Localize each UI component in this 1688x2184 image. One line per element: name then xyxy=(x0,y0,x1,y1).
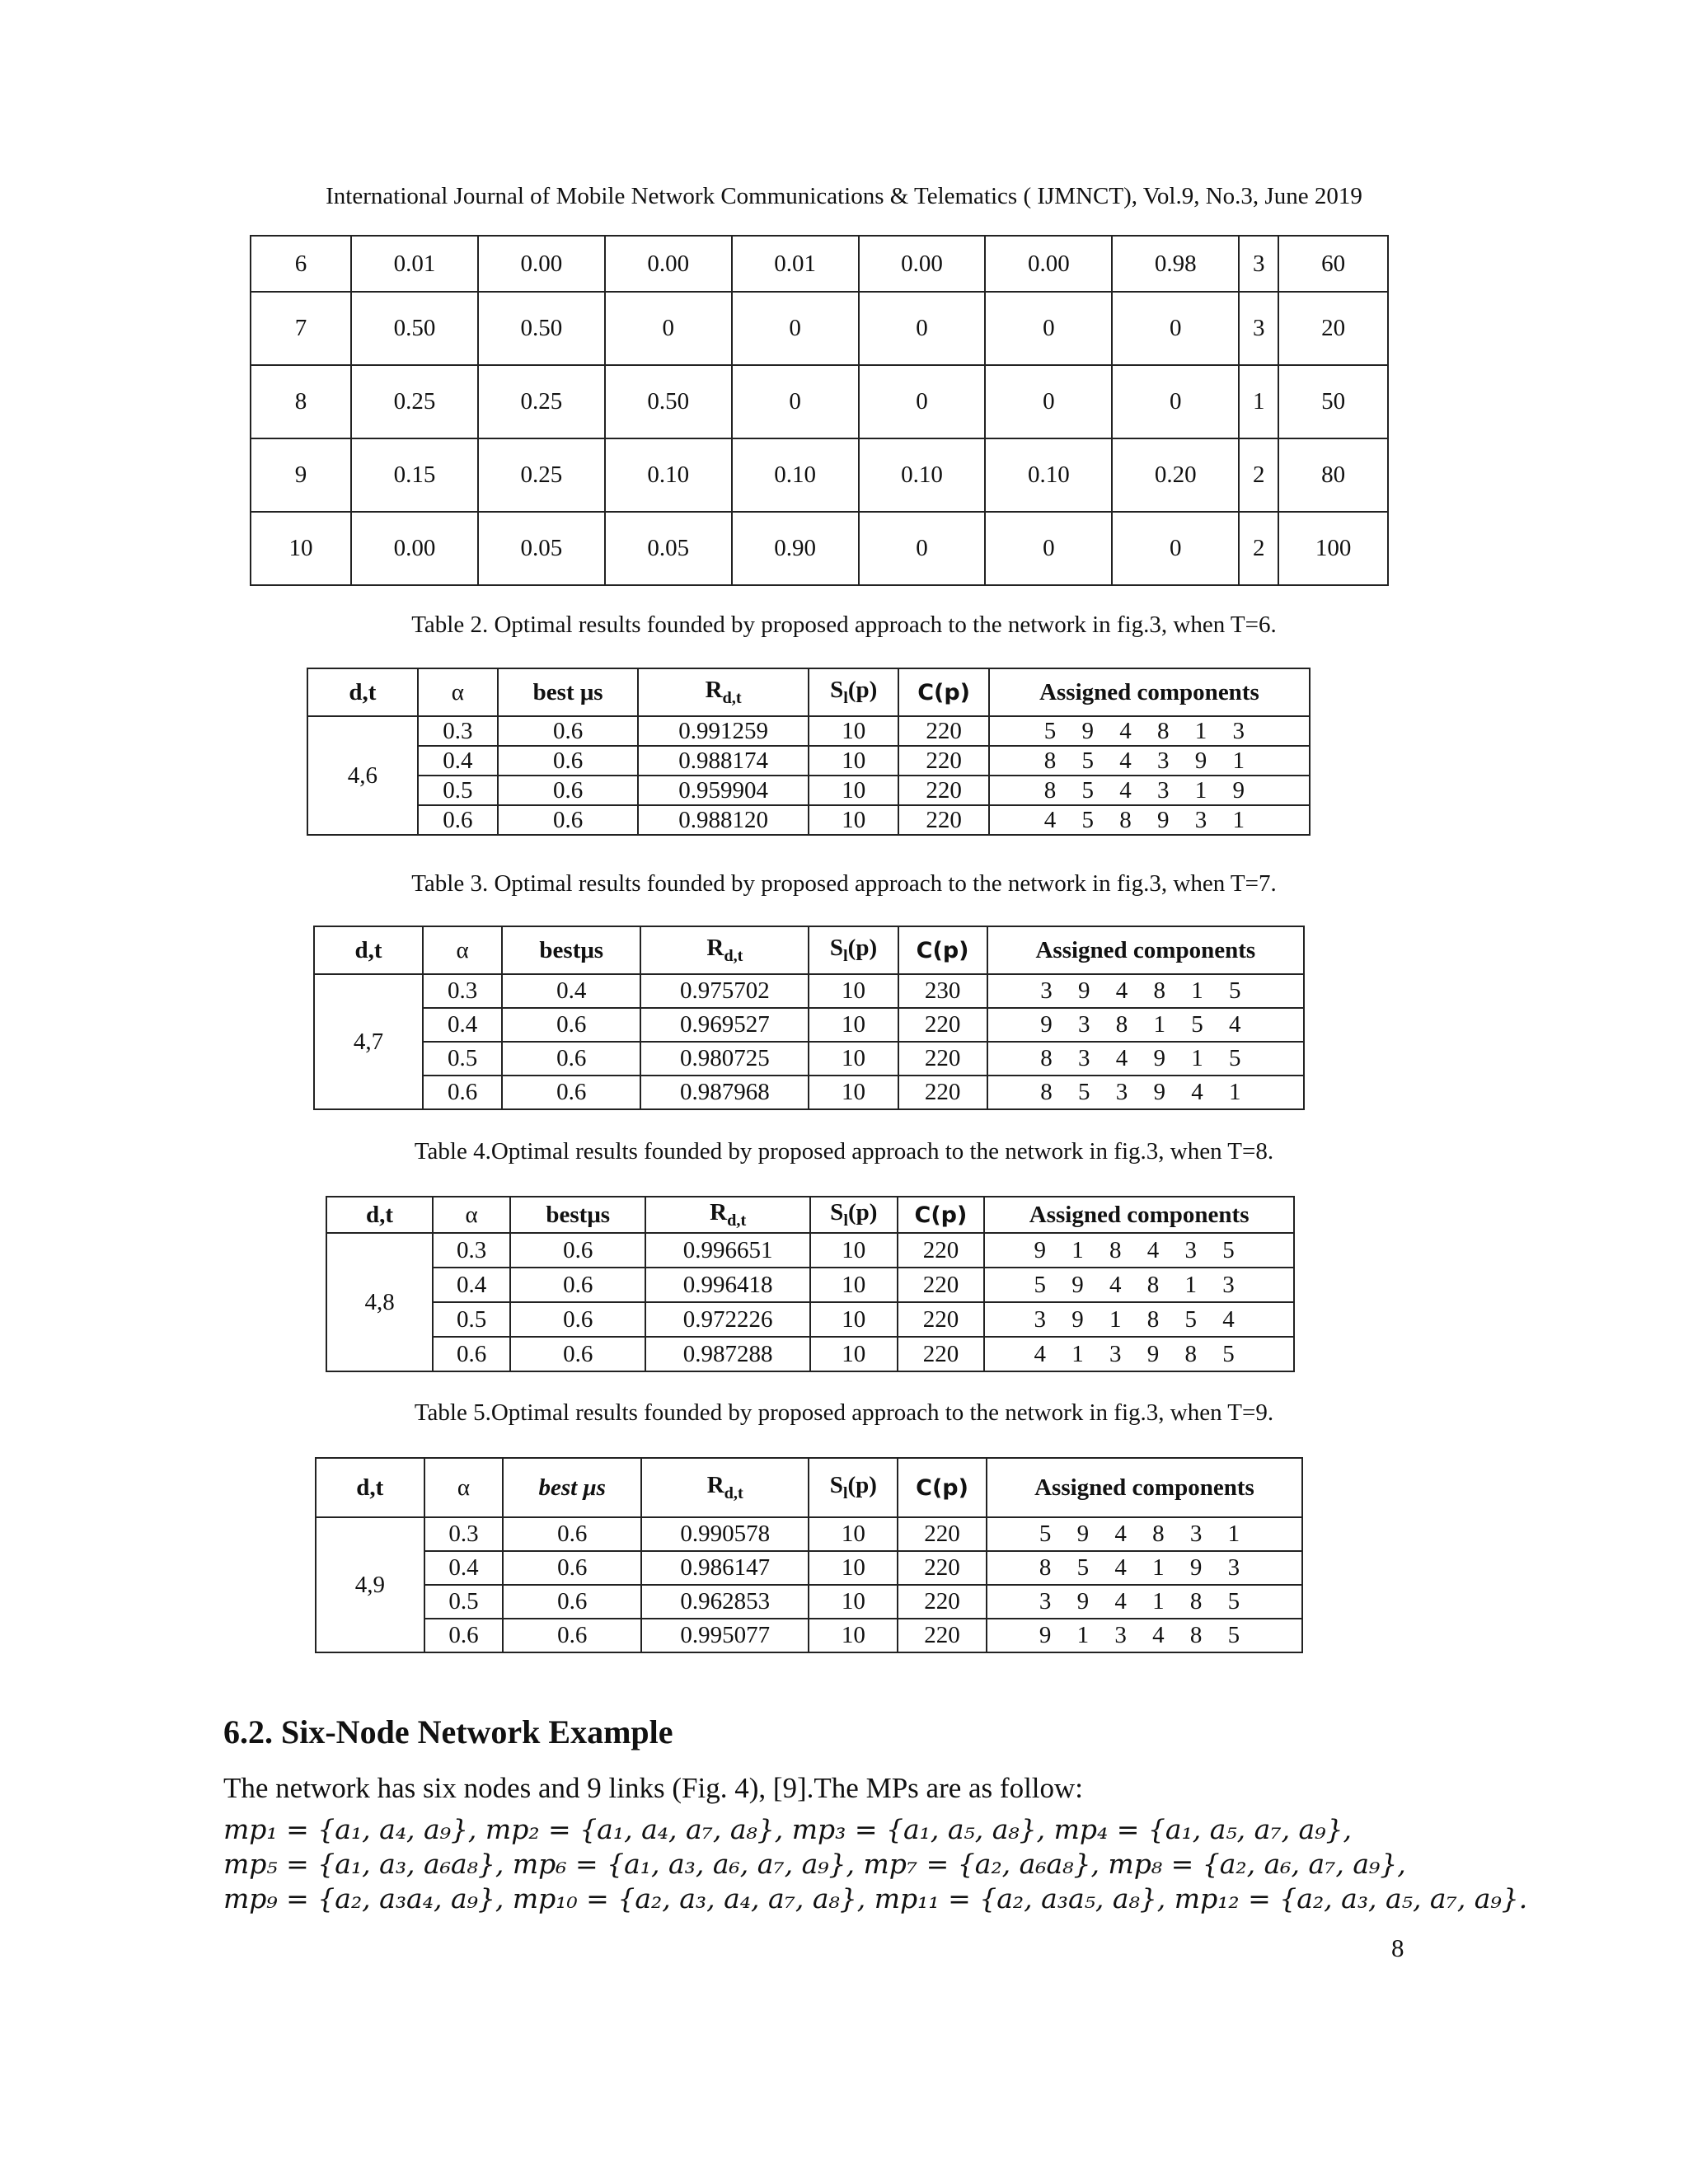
table-2 xyxy=(307,668,1311,836)
table-cell: 220 xyxy=(898,805,988,835)
table-cell: 10 xyxy=(809,1517,898,1551)
table-cell: 0.980725 xyxy=(640,1042,809,1076)
table-row xyxy=(251,236,1388,292)
table-5-caption: Table 5.Optimal results founded by proposed approach to the network in fig.3, when T=9. xyxy=(414,1399,1274,1426)
table-cell: 0.50 xyxy=(478,292,605,365)
header-alpha: α xyxy=(423,926,502,974)
header-s: $S_l(p)$ xyxy=(809,926,898,974)
math-line-2: mp₅ = {a₁, a₃, a₆a₈}, mp₆ = {a₁, a₃, a₆, a₇, a₉}, mp₇ = {a₂, a₆a₈}, mp₈ = {a₂, a₆, a₇, a₉}, xyxy=(223,1848,1406,1880)
table-cell: 0.986147 xyxy=(641,1551,809,1585)
table-cell: 220 xyxy=(898,1302,985,1337)
table-cell: 220 xyxy=(898,1268,985,1302)
table-cell: 3 xyxy=(1239,236,1278,292)
table-cell: 220 xyxy=(898,1337,985,1371)
table-cell: 0.05 xyxy=(605,512,732,585)
table-cell: 0.987288 xyxy=(645,1337,810,1371)
table-cell: 0.991259 xyxy=(638,716,809,746)
table-cell: 0 xyxy=(732,292,859,365)
table-cell: 0.50 xyxy=(605,365,732,438)
header-reliability: $R_{d,t}$ xyxy=(645,1197,810,1233)
math-line-3: mp₉ = {a₂, a₃a₄, a₉}, mp₁₀ = {a₂, a₃, a₄, a₇, a₈}, mp₁₁ = {a₂, a₃a₅, a₈}, mp₁₂ = {a₂, a₃, a₅, a₇, a₉}. xyxy=(223,1882,1528,1915)
table-cell: 10 xyxy=(809,1551,898,1585)
table-row xyxy=(316,1585,1302,1619)
section-intro: The network has six nodes and 9 links (Fig. 4), [9].The MPs are as follow: xyxy=(223,1772,1084,1804)
dt-cell: 4,9 xyxy=(316,1517,424,1652)
table-cell: 0.00 xyxy=(478,236,605,292)
table-header-row xyxy=(316,1458,1302,1517)
table-cell: 0.25 xyxy=(478,438,605,512)
table-cell: 6 xyxy=(251,236,351,292)
table-cell: 0.959904 xyxy=(638,776,809,805)
table-cell: 0.6 xyxy=(503,1619,641,1652)
table-cell: 0.6 xyxy=(498,746,638,776)
table-4-caption: Table 4.Optimal results founded by proposed approach to the network in fig.3, when T=8. xyxy=(414,1138,1274,1165)
table-row xyxy=(307,805,1310,835)
header-best-mu: bestμs xyxy=(510,1197,645,1233)
table-cell: 0.10 xyxy=(605,438,732,512)
table-cell: 0.6 xyxy=(424,1619,504,1652)
table-cell: 0 xyxy=(1112,512,1239,585)
table-cell: 10 xyxy=(809,1619,898,1652)
table-cell: 4 5 8 9 3 1 xyxy=(989,805,1310,835)
table-cell: 0.5 xyxy=(418,776,498,805)
table-cell: 0.4 xyxy=(423,1008,502,1042)
table-cell: 8 3 4 9 1 5 xyxy=(987,1042,1304,1076)
table-cell: 0.3 xyxy=(424,1517,504,1551)
table-cell: 0.50 xyxy=(351,292,478,365)
table-row xyxy=(316,1517,1302,1551)
table-cell: 0.6 xyxy=(502,1076,640,1109)
header-s: $S_l(p)$ xyxy=(809,668,898,716)
table-cell: 100 xyxy=(1278,512,1388,585)
table-cell: 220 xyxy=(898,776,988,805)
table-cell: 0.975702 xyxy=(640,974,809,1008)
table-row xyxy=(314,1042,1304,1076)
table-cell: 10 xyxy=(809,974,898,1008)
table-row xyxy=(314,974,1304,1008)
table-header-row xyxy=(314,926,1304,974)
table-cell: 10 xyxy=(809,1585,898,1619)
journal-header: International Journal of Mobile Network Communications & Telematics ( IJMNCT), Vol.9, No.3, June 2019 xyxy=(326,183,1362,209)
table-cell: 220 xyxy=(898,1008,987,1042)
table-cell: 50 xyxy=(1278,365,1388,438)
table-cell: 9 xyxy=(251,438,351,512)
table-cell: 0 xyxy=(605,292,732,365)
table-cell: 7 xyxy=(251,292,351,365)
header-assigned: Assigned components xyxy=(987,926,1304,974)
header-alpha: α xyxy=(418,668,498,716)
table-cell: 0.6 xyxy=(510,1268,645,1302)
table-cell: 5 9 4 8 1 3 xyxy=(989,716,1310,746)
table-cell: 0.988174 xyxy=(638,746,809,776)
table-cell: 9 1 3 4 8 5 xyxy=(987,1619,1302,1652)
table-cell: 0.995077 xyxy=(641,1619,809,1652)
header-reliability: $R_{d,t}$ xyxy=(641,1458,809,1517)
table-row xyxy=(316,1619,1302,1652)
table-cell: 0.3 xyxy=(423,974,502,1008)
dt-cell: 4,6 xyxy=(307,716,418,835)
table-cell: 20 xyxy=(1278,292,1388,365)
table-cell: 9 1 8 4 3 5 xyxy=(984,1233,1294,1268)
table-cell: 0.996651 xyxy=(645,1233,810,1268)
table-cell: 10 xyxy=(809,746,898,776)
table-cell: 10 xyxy=(810,1302,898,1337)
table-cell: 0 xyxy=(985,512,1112,585)
header-cost: C(p) xyxy=(898,1458,987,1517)
table-cell: 4 1 3 9 8 5 xyxy=(984,1337,1294,1371)
table-cell: 10 xyxy=(810,1337,898,1371)
header-assigned: Assigned components xyxy=(987,1458,1302,1517)
table-cell: 0.00 xyxy=(859,236,986,292)
table-cell: 0.01 xyxy=(732,236,859,292)
section-heading: 6.2. Six-Node Network Example xyxy=(223,1713,673,1750)
table-cell: 0.6 xyxy=(423,1076,502,1109)
table-cell: 0.6 xyxy=(502,1042,640,1076)
table-row xyxy=(251,365,1388,438)
table-cell: 8 xyxy=(251,365,351,438)
table-cell: 0.6 xyxy=(498,805,638,835)
table-cell: 0 xyxy=(732,365,859,438)
table-cell: 3 xyxy=(1239,292,1278,365)
header-alpha: α xyxy=(424,1458,504,1517)
table-cell: 0.996418 xyxy=(645,1268,810,1302)
table-cell: 220 xyxy=(898,1551,987,1585)
table-cell: 0.20 xyxy=(1112,438,1239,512)
table-cell: 0.987968 xyxy=(640,1076,809,1109)
table-row xyxy=(307,776,1310,805)
table-row xyxy=(251,438,1388,512)
header-cost: C(p) xyxy=(898,926,987,974)
header-assigned: Assigned components xyxy=(989,668,1310,716)
dt-cell: 4,7 xyxy=(314,974,423,1109)
dt-cell: 4,8 xyxy=(326,1233,433,1371)
math-line-1: mp₁ = {a₁, a₄, a₉}, mp₂ = {a₁, a₄, a₇, a₈}, mp₃ = {a₁, a₅, a₈}, mp₄ = {a₁, a₅, a₇, a₉}, xyxy=(223,1813,1352,1845)
table-cell: 230 xyxy=(898,974,987,1008)
table-cell: 0.25 xyxy=(478,365,605,438)
header-dt: d,t xyxy=(316,1458,424,1517)
header-dt: d,t xyxy=(326,1197,433,1233)
table-cell: 220 xyxy=(898,1517,987,1551)
table-row xyxy=(326,1302,1294,1337)
header-assigned: Assigned components xyxy=(984,1197,1294,1233)
table-cell: 10 xyxy=(251,512,351,585)
table-row xyxy=(326,1337,1294,1371)
table-cell: 220 xyxy=(898,1585,987,1619)
table-cell: 10 xyxy=(809,1042,898,1076)
table-cell: 0.25 xyxy=(351,365,478,438)
table-cell: 1 xyxy=(1239,365,1278,438)
table-cell: 0.00 xyxy=(351,512,478,585)
table-cell: 0 xyxy=(985,292,1112,365)
table-cell: 0.6 xyxy=(510,1337,645,1371)
table-cell: 2 xyxy=(1239,512,1278,585)
table-cell: 10 xyxy=(809,1076,898,1109)
table-cell: 0.6 xyxy=(503,1517,641,1551)
table-cell: 0.10 xyxy=(859,438,986,512)
table-row xyxy=(251,512,1388,585)
table-cell: 0 xyxy=(859,365,986,438)
table-cell: 0 xyxy=(859,292,986,365)
table-cell: 0.5 xyxy=(433,1302,510,1337)
header-dt: d,t xyxy=(314,926,423,974)
table-cell: 10 xyxy=(810,1233,898,1268)
table-cell: 0.01 xyxy=(351,236,478,292)
table-cell: 0.6 xyxy=(510,1302,645,1337)
table-cell: 0 xyxy=(1112,365,1239,438)
table-cell: 8 5 4 1 9 3 xyxy=(987,1551,1302,1585)
table-header-row xyxy=(326,1197,1294,1233)
header-reliability: $R_{d,t}$ xyxy=(640,926,809,974)
table-cell: 0.05 xyxy=(478,512,605,585)
header-best-mu: best μs xyxy=(498,668,638,716)
table-cell: 220 xyxy=(898,1619,987,1652)
table-header-row xyxy=(307,668,1310,716)
table-cell: 9 3 8 1 5 4 xyxy=(987,1008,1304,1042)
table-cell: 0.3 xyxy=(418,716,498,746)
table-cell: 3 9 4 1 8 5 xyxy=(987,1585,1302,1619)
table-row xyxy=(326,1268,1294,1302)
header-reliability: $R_{d,t}$ xyxy=(638,668,809,716)
table-cell: 0.988120 xyxy=(638,805,809,835)
table-cell: 0.15 xyxy=(351,438,478,512)
table-cell: 0.00 xyxy=(985,236,1112,292)
table-cell: 0.4 xyxy=(418,746,498,776)
table-cell: 0.6 xyxy=(498,776,638,805)
table-4 xyxy=(326,1196,1295,1372)
table-cell: 0.4 xyxy=(502,974,640,1008)
header-best-mu: best μs xyxy=(503,1458,641,1517)
header-cost: C(p) xyxy=(898,668,988,716)
table-2-caption: Table 2. Optimal results founded by proposed approach to the network in fig.3, when T=6. xyxy=(411,612,1277,638)
table-cell: 5 9 4 8 1 3 xyxy=(984,1268,1294,1302)
table-cell: 220 xyxy=(898,1042,987,1076)
table-cell: 220 xyxy=(898,746,988,776)
table-row xyxy=(251,292,1388,365)
table-cell: 10 xyxy=(809,716,898,746)
table-cell: 220 xyxy=(898,1076,987,1109)
header-dt: d,t xyxy=(307,668,418,716)
header-best-mu: bestμs xyxy=(502,926,640,974)
table-cell: 0.5 xyxy=(424,1585,504,1619)
table-3 xyxy=(313,926,1305,1110)
table-cell: 0.5 xyxy=(423,1042,502,1076)
table-3-caption: Table 3. Optimal results founded by proposed approach to the network in fig.3, when T=7. xyxy=(411,870,1277,897)
table-cell: 0 xyxy=(985,365,1112,438)
table-cell: 0.98 xyxy=(1112,236,1239,292)
table-row xyxy=(314,1008,1304,1042)
table-cell: 0.90 xyxy=(732,512,859,585)
table-cell: 0.6 xyxy=(510,1233,645,1268)
table-cell: 0.10 xyxy=(985,438,1112,512)
table-cell: 0.6 xyxy=(502,1008,640,1042)
table-cell: 0.10 xyxy=(732,438,859,512)
table-cell: 220 xyxy=(898,1233,985,1268)
table-row xyxy=(307,746,1310,776)
table-cell: 0.4 xyxy=(424,1551,504,1585)
table-row xyxy=(316,1551,1302,1585)
table-row xyxy=(307,716,1310,746)
header-alpha: α xyxy=(433,1197,510,1233)
table-cell: 0.962853 xyxy=(641,1585,809,1619)
table-cell: 0.6 xyxy=(498,716,638,746)
table-5 xyxy=(315,1457,1303,1653)
table-1-continuation xyxy=(250,235,1389,586)
table-cell: 0.00 xyxy=(605,236,732,292)
table-cell: 8 5 4 3 9 1 xyxy=(989,746,1310,776)
table-cell: 0.6 xyxy=(503,1585,641,1619)
table-cell: 0.6 xyxy=(503,1551,641,1585)
header-s: $S_l(p)$ xyxy=(810,1197,898,1233)
table-cell: 5 9 4 8 3 1 xyxy=(987,1517,1302,1551)
page-number: 8 xyxy=(1391,1933,1404,1962)
table-cell: 0.6 xyxy=(433,1337,510,1371)
table-cell: 10 xyxy=(809,805,898,835)
table-cell: 0 xyxy=(859,512,986,585)
table-cell: 60 xyxy=(1278,236,1388,292)
table-row xyxy=(326,1233,1294,1268)
table-cell: 0 xyxy=(1112,292,1239,365)
table-cell: 10 xyxy=(810,1268,898,1302)
table-cell: 0.990578 xyxy=(641,1517,809,1551)
table-cell: 0.969527 xyxy=(640,1008,809,1042)
table-cell: 0.972226 xyxy=(645,1302,810,1337)
table-cell: 8 5 4 3 1 9 xyxy=(989,776,1310,805)
table-cell: 3 9 1 8 5 4 xyxy=(984,1302,1294,1337)
header-s: $S_l(p)$ xyxy=(809,1458,898,1517)
table-cell: 10 xyxy=(809,776,898,805)
table-cell: 0.6 xyxy=(418,805,498,835)
table-cell: 80 xyxy=(1278,438,1388,512)
table-cell: 10 xyxy=(809,1008,898,1042)
table-cell: 0.4 xyxy=(433,1268,510,1302)
table-row xyxy=(314,1076,1304,1109)
table-cell: 2 xyxy=(1239,438,1278,512)
table-cell: 220 xyxy=(898,716,988,746)
table-cell: 3 9 4 8 1 5 xyxy=(987,974,1304,1008)
table-cell: 8 5 3 9 4 1 xyxy=(987,1076,1304,1109)
header-cost: C(p) xyxy=(898,1197,985,1233)
table-cell: 0.3 xyxy=(433,1233,510,1268)
